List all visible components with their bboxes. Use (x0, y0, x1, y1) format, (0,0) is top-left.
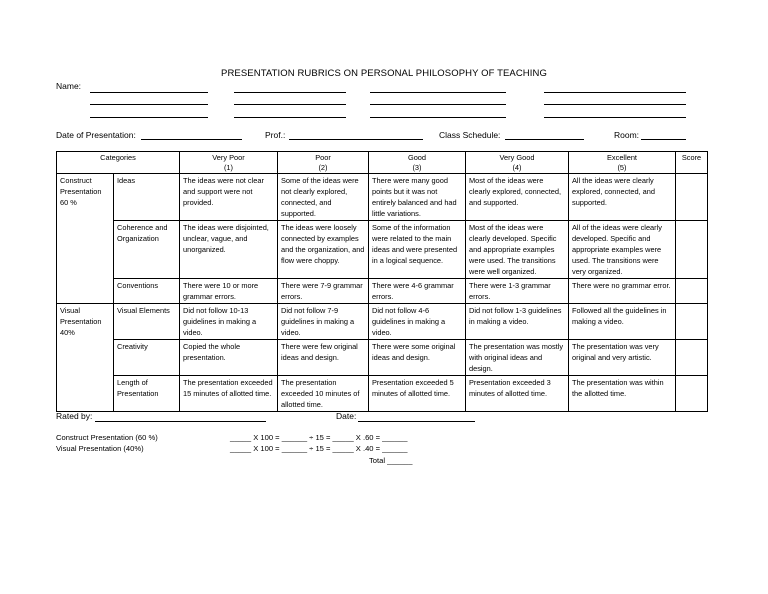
date-field[interactable] (358, 421, 475, 422)
header-score: Score (676, 152, 708, 174)
name-line[interactable] (544, 92, 686, 93)
name-line[interactable] (370, 117, 506, 118)
score-cell[interactable] (676, 221, 708, 279)
rubric-cell: Presentation exceeded 5 minutes of allotted time. (369, 376, 466, 412)
rubric-cell: The presentation was mostly with original ideas and design. (466, 340, 569, 376)
date-of-presentation-label: Date of Presentation: (56, 130, 136, 140)
class-schedule-label: Class Schedule: (439, 130, 501, 140)
score-cell[interactable] (676, 340, 708, 376)
rubric-cell: All the ideas were clearly explored, connected, and supported. (569, 174, 676, 221)
rated-by-field[interactable] (95, 421, 266, 422)
rubric-cell: Did not follow 7-9 guidelines in making a video. (278, 304, 369, 340)
rubric-cell: There were no grammar error. (569, 279, 676, 304)
construct-formula[interactable]: _____ X 100 = ______ ÷ 15 = _____ X .60 = ______ (230, 433, 408, 442)
rubric-cell: Copied the whole presentation. (180, 340, 278, 376)
name-line[interactable] (544, 104, 686, 105)
page-title: PRESENTATION RUBRICS ON PERSONAL PHILOSOPHY OF TEACHING (221, 68, 547, 79)
header-points: (5) (617, 162, 627, 172)
header-label: Very Poor (212, 153, 245, 162)
rubric-cell: The presentation exceeded 10 minutes of allotted time. (278, 376, 369, 412)
prof-field[interactable] (289, 139, 423, 140)
header-points: (1) (223, 162, 234, 172)
header-label: Good (407, 153, 427, 162)
name-line[interactable] (370, 104, 506, 105)
header-label: Poor (315, 153, 331, 162)
rubric-table (56, 151, 708, 412)
score-cell[interactable] (676, 304, 708, 340)
name-label: Name: (56, 81, 82, 91)
row-criterion: Length of Presentation (114, 376, 180, 412)
date-label: Date: (336, 411, 357, 421)
rubric-cell: There were some original ideas and design. (369, 340, 466, 376)
rubric-cell: Some of the ideas were not clearly explored, connected, and supported. (278, 174, 369, 221)
name-line[interactable] (370, 92, 506, 93)
name-line[interactable] (90, 92, 208, 93)
name-line[interactable] (234, 104, 346, 105)
name-line[interactable] (90, 117, 208, 118)
prof-label: Prof.: (265, 130, 286, 140)
header-label: Excellent (607, 153, 637, 162)
class-schedule-field[interactable] (505, 139, 584, 140)
name-line[interactable] (234, 92, 346, 93)
row-criterion: Creativity (114, 340, 180, 376)
rubric-cell: The ideas were loosely connected by examples and the organization, and flow were choppy. (278, 221, 369, 279)
rubric-cell: There were 7-9 grammar errors. (278, 279, 369, 304)
score-cell[interactable] (676, 279, 708, 304)
construct-calc-label: Construct Presentation (60 %) (56, 433, 158, 442)
rated-by-label: Rated by: (56, 411, 93, 421)
room-label: Room: (614, 130, 640, 140)
row-criterion: Coherence and Organization (114, 221, 180, 279)
header-points: (3) (412, 162, 422, 172)
rubric-cell: There were 1-3 grammar errors. (466, 279, 569, 304)
score-cell[interactable] (676, 174, 708, 221)
row-criterion: Conventions (114, 279, 180, 304)
rubric-cell: There were many good points but it was not entirely balanced and had little variations. (369, 174, 466, 221)
room-field[interactable] (641, 139, 686, 140)
header-poor (278, 152, 369, 174)
rubric-cell: The presentation exceeded 15 minutes of allotted time. (180, 376, 278, 412)
header-good (369, 152, 466, 174)
group-construct-label: Construct Presentation 60 % (57, 174, 114, 304)
rubric-cell: Most of the ideas were clearly developed. Specific and appropriate examples were used. The transitions were well organized. (466, 221, 569, 279)
score-cell[interactable] (676, 376, 708, 412)
total-field[interactable]: Total ______ (369, 456, 413, 465)
table-row (57, 279, 708, 304)
rubric-cell: Did not follow 10-13 guidelines in making a video. (180, 304, 278, 340)
table-row (57, 221, 708, 279)
rubric-cell: The ideas were disjointed, unclear, vague, and unorganized. (180, 221, 278, 279)
table-row (57, 174, 708, 221)
name-line[interactable] (234, 117, 346, 118)
header-excellent (569, 152, 676, 174)
date-of-presentation-field[interactable] (141, 139, 242, 140)
rubric-cell: There were 4-6 grammar errors. (369, 279, 466, 304)
rubric-cell: Followed all the guidelines in making a video. (569, 304, 676, 340)
group-visual-label: Visual Presentation 40% (57, 304, 114, 412)
rubric-cell: Most of the ideas were clearly explored, connected, and supported. (466, 174, 569, 221)
rubric-cell: The presentation was within the allotted time. (569, 376, 676, 412)
header-row (57, 152, 708, 174)
rubric-cell: There were few original ideas and design. (278, 340, 369, 376)
row-criterion: Visual Elements (114, 304, 180, 340)
rubric-cell: The presentation was very original and very artistic. (569, 340, 676, 376)
rubric-cell: Presentation exceeded 3 minutes of allotted time. (466, 376, 569, 412)
table-row (57, 304, 708, 340)
header-points: (2) (318, 162, 328, 172)
rubric-cell: Did not follow 4-6 guidelines in making a video. (369, 304, 466, 340)
header-label: Very Good (499, 153, 535, 162)
name-line[interactable] (90, 104, 208, 105)
rubric-cell: All of the ideas were clearly developed. Specific and appropriate examples were used. The transitions were very organized. (569, 221, 676, 279)
header-points: (4) (512, 162, 522, 172)
rubric-cell: Some of the information were related to the main ideas and were presented in a logical sequence. (369, 221, 466, 279)
rubric-cell: Did not follow 1-3 guidelines in making a video. (466, 304, 569, 340)
row-criterion: Ideas (114, 174, 180, 221)
rubric-cell: There were 10 or more grammar errors. (180, 279, 278, 304)
table-row (57, 340, 708, 376)
table-row (57, 376, 708, 412)
name-line[interactable] (544, 117, 686, 118)
visual-formula[interactable]: _____ X 100 = ______ ÷ 15 = _____ X .40 = ______ (230, 444, 408, 453)
header-very-poor (180, 152, 278, 174)
visual-calc-label: Visual Presentation (40%) (56, 444, 144, 453)
header-very-good (466, 152, 569, 174)
header-categories: Categories (57, 152, 180, 174)
rubric-cell: The ideas were not clear and support were not provided. (180, 174, 278, 221)
